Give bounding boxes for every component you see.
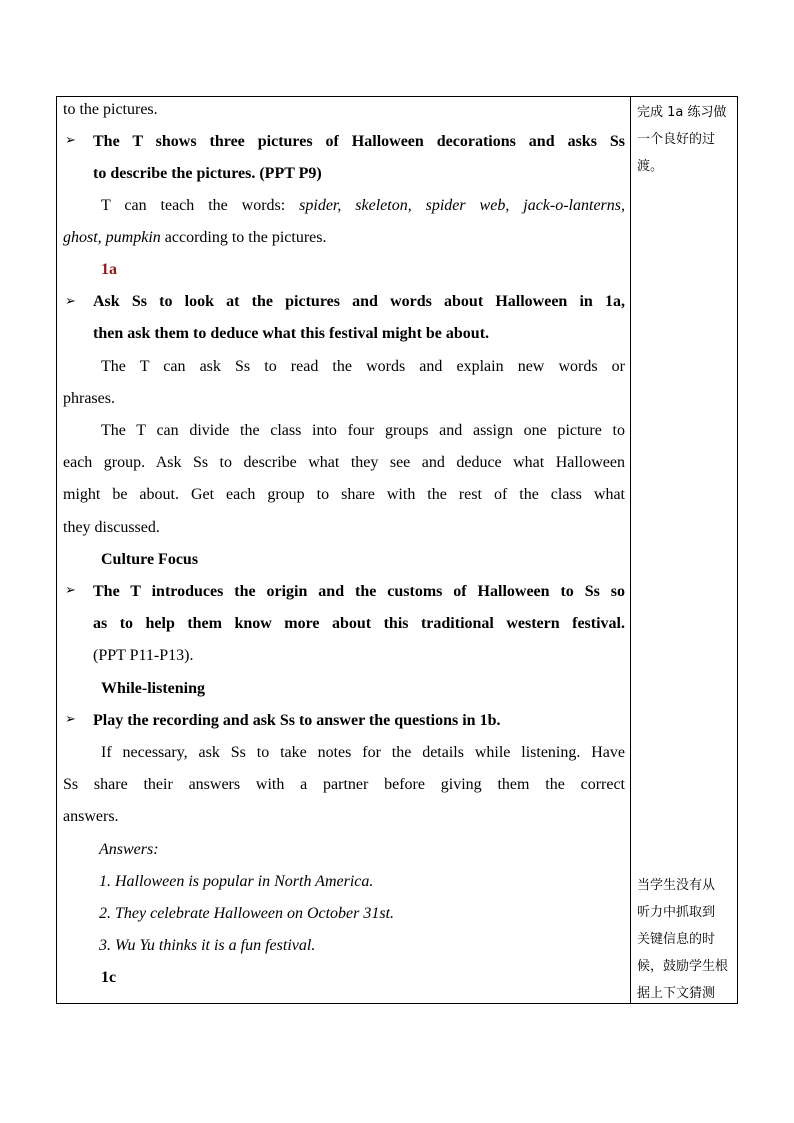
- step-instruction: as to help them know more about this traditional western festival.: [93, 615, 625, 632]
- step-instruction: Ask Ss to look at the pictures and words about Halloween in 1a,: [93, 293, 625, 310]
- text-line: each group. Ask Ss to describe what they see and deduce what Halloween: [63, 454, 625, 471]
- note-line: 渡。: [637, 159, 664, 174]
- text-line: ghost, pumpkin according to the pictures.: [63, 229, 327, 246]
- notes-column: [637, 97, 733, 1003]
- answer-item: 2. They celebrate Halloween on October 31st.: [99, 905, 395, 922]
- step-instruction: The T shows three pictures of Halloween decorations and asks Ss: [93, 133, 625, 150]
- answers-label: Answers:: [99, 841, 159, 858]
- note-line: 当学生没有从: [637, 878, 716, 893]
- vocab-words: spider, skeleton, spider web, jack-o-lanterns,: [299, 197, 625, 214]
- note-line: 据上下文猜测: [637, 986, 716, 1001]
- bullet-arrow-icon: ➢: [65, 294, 76, 309]
- section-heading-while-listening: While-listening: [101, 680, 206, 697]
- text-line: they discussed.: [63, 519, 160, 536]
- vocab-words: ghost, pumpkin: [63, 229, 161, 246]
- step-instruction: Play the recording and ask Ss to answer the questions in 1b.: [93, 712, 501, 729]
- lesson-plan-table: [56, 96, 738, 1004]
- step-instruction: to describe the pictures. (PPT P9): [93, 165, 322, 182]
- bullet-arrow-icon: ➢: [65, 133, 76, 148]
- note-line: 关键信息的时: [637, 932, 716, 947]
- section-heading-1c: 1c: [101, 969, 117, 986]
- text-line: If necessary, ask Ss to take notes for the details while listening. Have: [101, 744, 625, 761]
- answer-item: 3. Wu Yu thinks it is a fun festival.: [99, 937, 316, 954]
- text-line: The T can ask Ss to read the words and explain new words or: [101, 358, 625, 375]
- section-heading-1a: 1a: [101, 261, 117, 278]
- note-line: 完成 1a 练习做: [637, 105, 727, 120]
- answer-item: 1. Halloween is popular in North America.: [99, 873, 374, 890]
- text-line: answers.: [63, 808, 119, 825]
- step-instruction: then ask them to deduce what this festival might be about.: [93, 325, 490, 342]
- note-line: 听力中抓取到: [637, 905, 716, 920]
- procedure-column: [63, 97, 625, 1003]
- text-line: to the pictures.: [63, 101, 158, 118]
- text-line: Ss share their answers with a partner before giving them the correct: [63, 776, 625, 793]
- text-line: (PPT P11-P13).: [93, 647, 194, 664]
- note-line: 候，鼓励学生根: [637, 959, 729, 974]
- section-heading-culture-focus: Culture Focus: [101, 551, 199, 568]
- note-line: 一个良好的过: [637, 132, 716, 147]
- text-line: phrases.: [63, 390, 115, 407]
- text-line: might be about. Get each group to share with the rest of the class what: [63, 486, 625, 503]
- bullet-arrow-icon: ➢: [65, 712, 76, 727]
- text-line: The T can divide the class into four groups and assign one picture to: [101, 422, 625, 439]
- text-line: T can teach the words: spider, skeleton, spider web, jack-o-lanterns,: [101, 197, 625, 214]
- step-instruction: The T introduces the origin and the customs of Halloween to Ss so: [93, 583, 625, 600]
- bullet-arrow-icon: ➢: [65, 583, 76, 598]
